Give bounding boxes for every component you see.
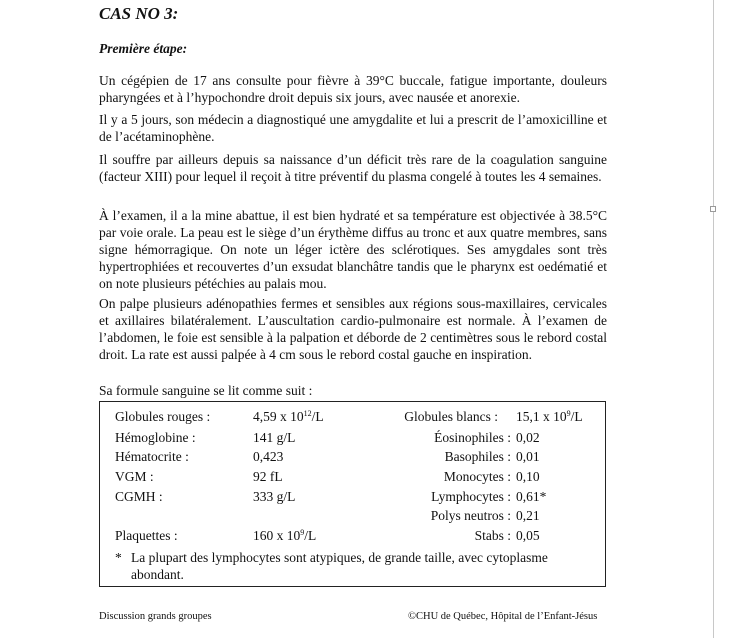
footnote-line-1: La plupart des lymphocytes sont atypiques, de grande taille, avec cytoplasme xyxy=(131,550,548,565)
platelets-value: 160 x $10^9/L$ xyxy=(253,528,317,543)
hemoglobin-label: Hémoglobine : xyxy=(115,430,196,445)
eosinophils-value: 0,02 xyxy=(516,430,540,445)
neutrophils-label: Polys neutros : xyxy=(430,508,511,523)
page-edge xyxy=(713,0,714,638)
platelets-label: Plaquettes : xyxy=(115,528,178,543)
basophils-value: 0,01 xyxy=(516,449,540,464)
stabs-value: 0,05 xyxy=(516,528,540,543)
hematocrit-value: 0,423 xyxy=(253,449,284,464)
eosinophils-label: Éosinophiles : xyxy=(434,430,511,445)
case-subtitle: Première étape: xyxy=(99,41,188,56)
neutrophils-value: 0,21 xyxy=(516,508,540,523)
footer-right: ©CHU de Québec, Hôpital de l’Enfant-Jésus xyxy=(408,611,598,622)
basophils-label: Basophiles : xyxy=(444,449,511,464)
hemoglobin-value: 141 g/L xyxy=(253,430,296,445)
hematocrit-label: Hématocrite : xyxy=(115,449,189,464)
paragraph-presentation: Un cégépien de 17 ans consulte pour fièvre à 39°C buccale, fatigue importante, douleurs pharyngées et à l’hypochondre droit depuis six jours, avec nausée et anorexie. xyxy=(99,73,607,105)
footnote-line-2: abondant. xyxy=(131,567,184,582)
cgmh-value: 333 g/L xyxy=(253,489,296,504)
vgm-value: 92 fL xyxy=(253,469,283,484)
paragraph-palpation: On palpe plusieurs adénopathies fermes et sensibles aux régions sous-maxillaires, cervicales et axillaires bilatéralement. L’auscultation cardio-pulmonaire est normale. À l’examen de l’abdomen, le foie est sensible à la palpation et déborde de 2 centimètres sous le rebord costal droit. La rate est aussi palpée à 4 cm sous le rebord costal gauche en inspiration. xyxy=(99,296,607,362)
white-cells-label: Globules blancs : xyxy=(404,409,498,424)
case-title: CAS NO 3: xyxy=(99,4,179,23)
blood-count-box xyxy=(99,401,606,587)
white-cells-value: 15,1 x $10^9/L$ xyxy=(516,409,583,424)
footnote-marker: * xyxy=(115,550,122,565)
paragraph-exam: À l’examen, il a la mine abattue, il est bien hydraté et sa température est objectivée à 38.5°C par voie orale. La peau est le siège d’un érythème diffus au tronc et aux quatre membres, sans signe hémorragique. On note un léger ictère des sclérotiques. Ses amygdales sont très hypertrophiées et recouvertes d’un exsudat blanchâtre tandis que le pharynx est oedématié et on note plusieurs pétéchies au palais mou. xyxy=(99,208,607,291)
vgm-label: VGM : xyxy=(115,469,154,484)
red-cells-value: 4,59 x $10^{12}/L$ xyxy=(253,409,324,424)
cgmh-label: CGMH : xyxy=(115,489,163,504)
lymphocytes-value: 0,61* xyxy=(516,489,547,504)
stabs-label: Stabs : xyxy=(474,528,511,543)
monocytes-label: Monocytes : xyxy=(443,469,511,484)
lymphocytes-label: Lymphocytes : xyxy=(431,489,511,504)
footer-left: Discussion grands groupes xyxy=(99,611,212,622)
red-cells-label: Globules rouges : xyxy=(115,409,211,424)
paragraph-coagulation: Il souffre par ailleurs depuis sa naissance d’un déficit très rare de la coagulation sanguine (facteur XIII) pour lequel il reçoit à titre préventif du plasma congelé à toutes les 4 semaines. xyxy=(99,152,607,184)
paragraph-history: Il y a 5 jours, son médecin a diagnostiqué une amygdalite et lui a prescrit de l’amoxicilline et de l’acétaminophène. xyxy=(99,112,607,144)
table-intro: Sa formule sanguine se lit comme suit : xyxy=(99,383,313,398)
resize-handle[interactable] xyxy=(710,206,716,212)
monocytes-value: 0,10 xyxy=(516,469,540,484)
